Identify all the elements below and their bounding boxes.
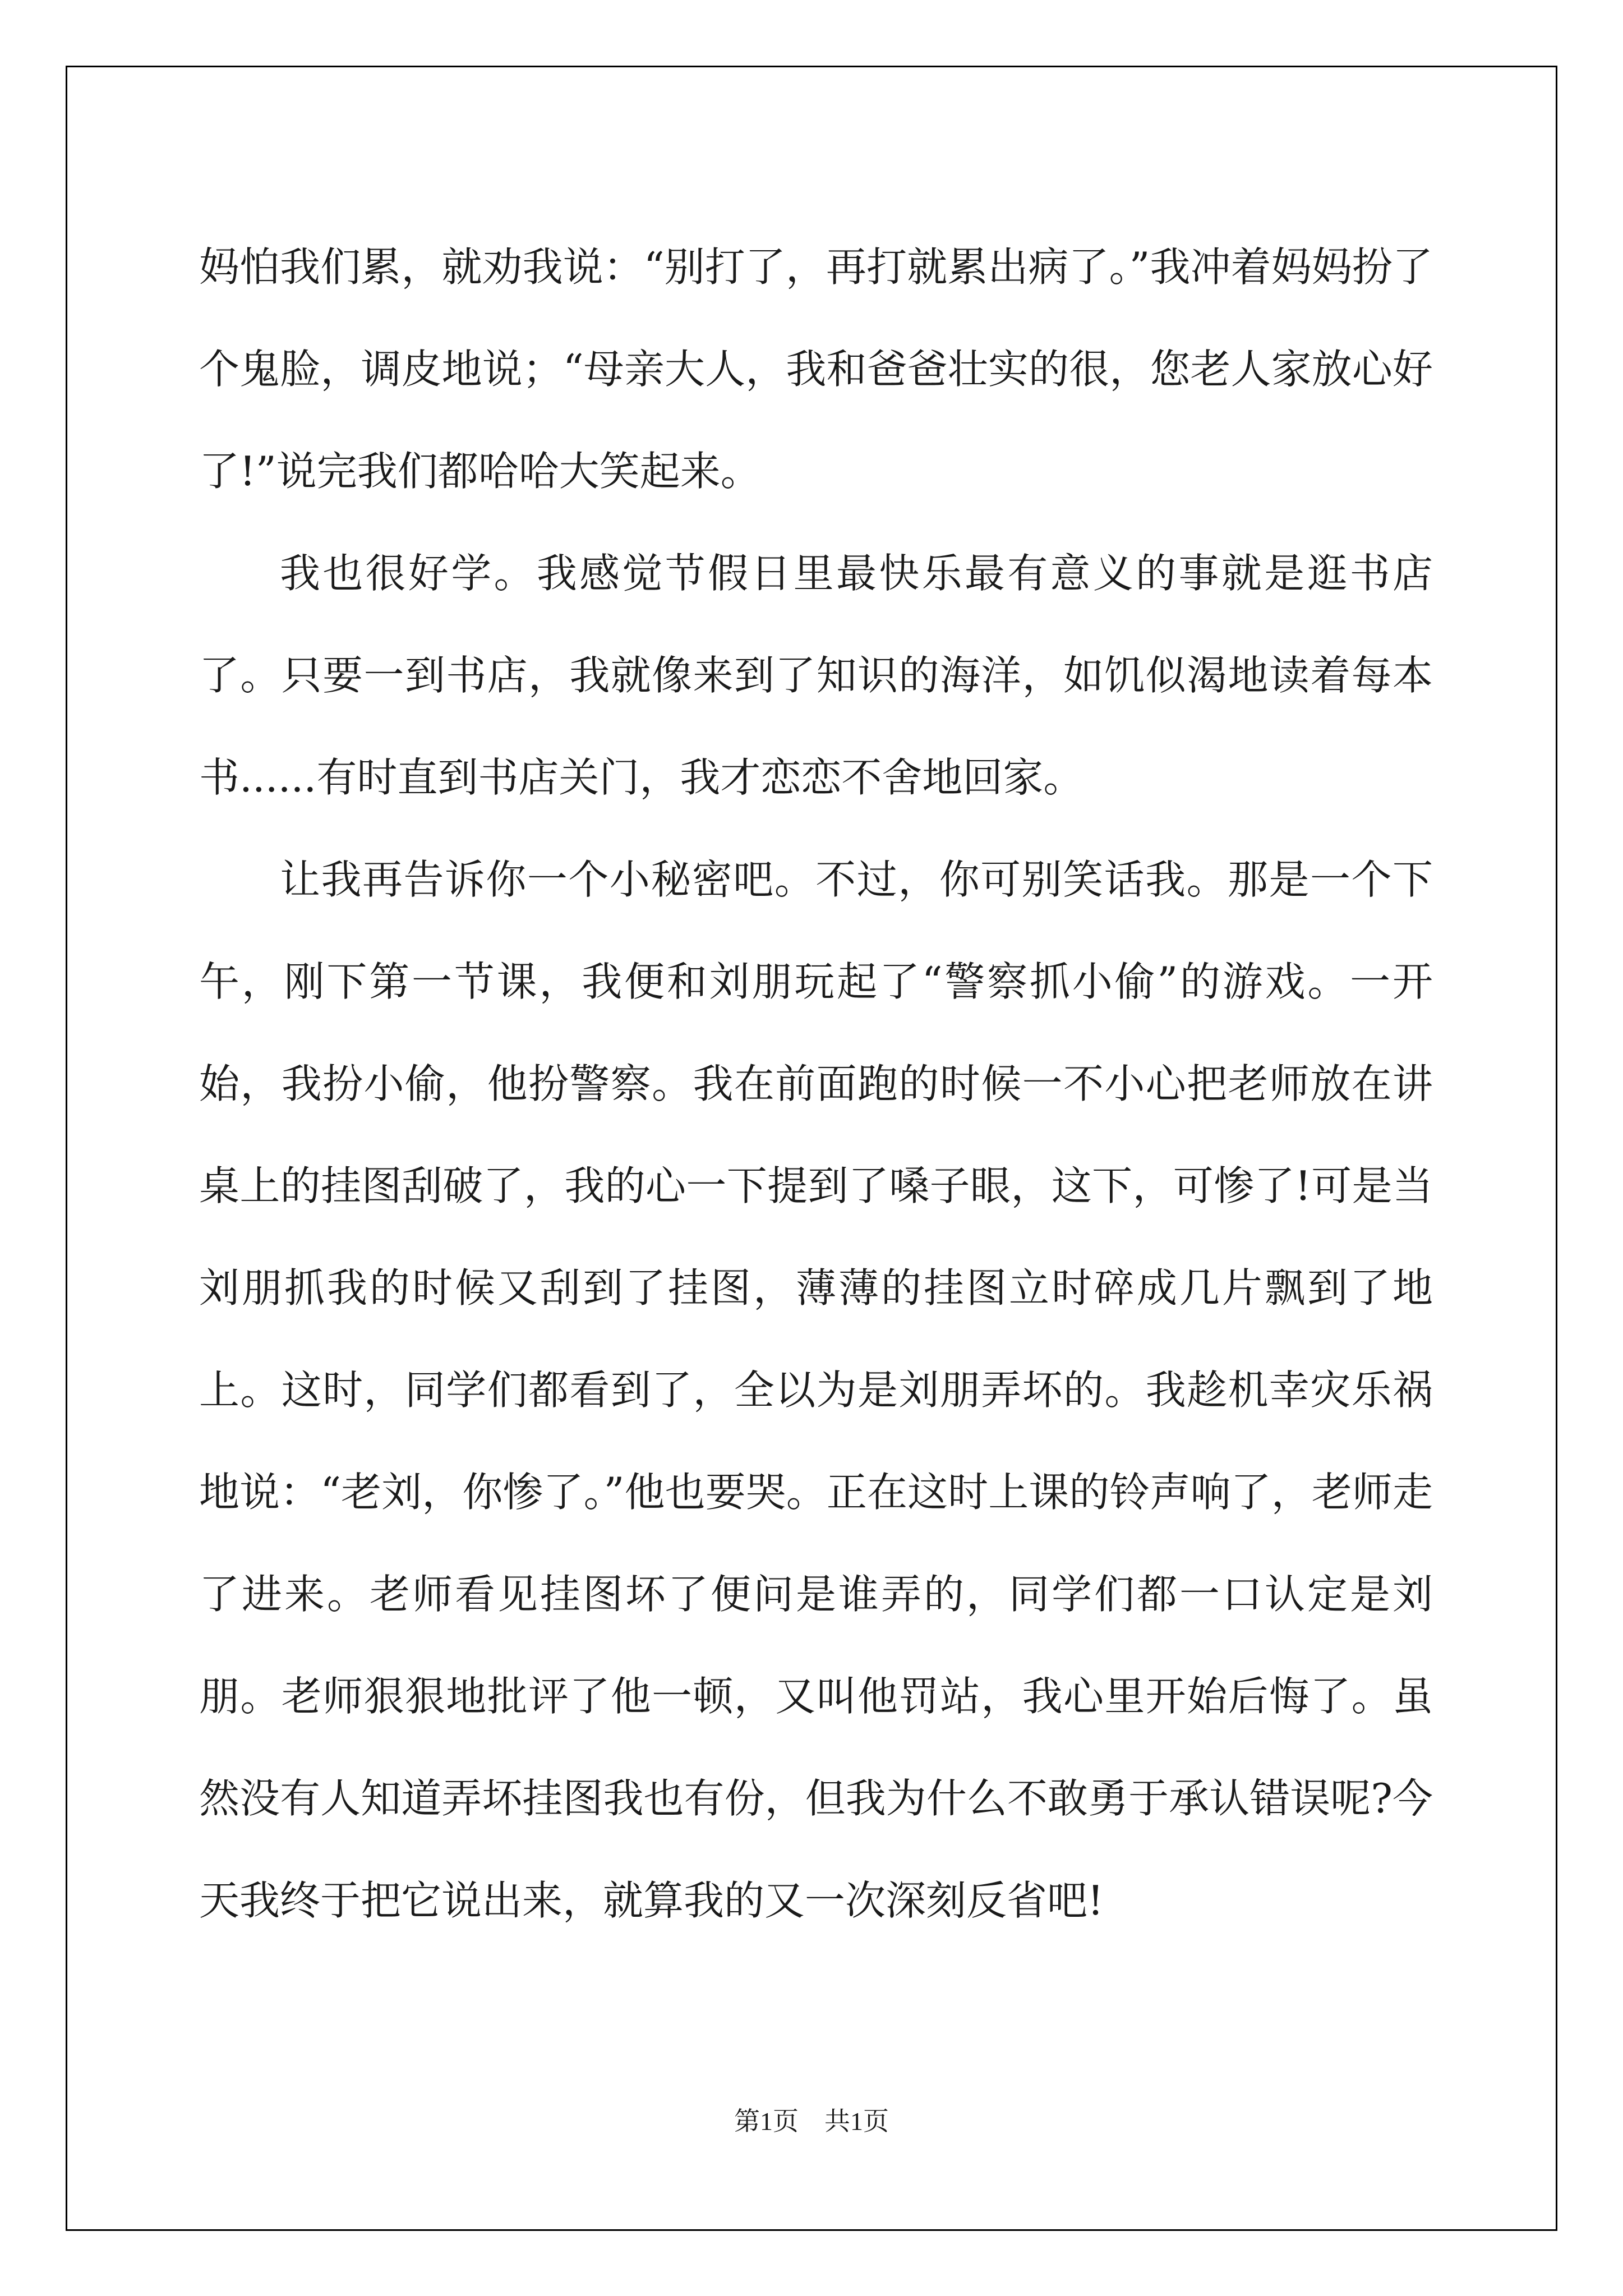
document-body [199, 216, 1433, 1952]
page-number-footer: 第1页 共1页 [734, 2107, 889, 2136]
paragraph-3: 让我再告诉你一个小秘密吧。不过，你可别笑话我。那是一个下午，刚下第一节课，我便和刘朋玩起了“警察抓小偷”的游戏。一开始，我扮小偷，他扮警察。我在前面跑的时候一不小心把老师放在讲桌上的挂图刮破了，我的心一下提到了嗓子眼，这下，可惨了!可是当刘朋抓我的时候又刮到了挂图，薄薄的挂图立时碎成几片飘到了地上。这时，同学们都看到了，全以为是刘朋弄坏的。我趁机幸灾乐祸地说：“老刘，你惨了。”他也要哭。正在这时上课的铃声响了，老师走了进来。老师看见挂图坏了便问是谁弄的，同学们都一口认定是刘朋。老师狠狠地批评了他一顿，又叫他罚站，我心里开始后悔了。虽然没有人知道弄坏挂图我也有份，但我为什么不敢勇于承认错误呢?今天我终于把它说出来，就算我的又一次深刻反省吧! [199, 856, 1433, 1924]
paragraph-2: 我也很好学。我感觉节假日里最快乐最有意义的事就是逛书店了。只要一到书店，我就像来到了知识的海洋，如饥似渴地读着每本书......有时直到书店关门，我才恋恋不舍地回家。 [199, 550, 1433, 801]
paragraph-1: 妈怕我们累，就劝我说：“别打了，再打就累出病了。”我冲着妈妈扮了个鬼脸，调皮地说；“母亲大人，我和爸爸壮实的很，您老人家放心好了!”说完我们都哈哈大笑起来。 [199, 243, 1433, 495]
